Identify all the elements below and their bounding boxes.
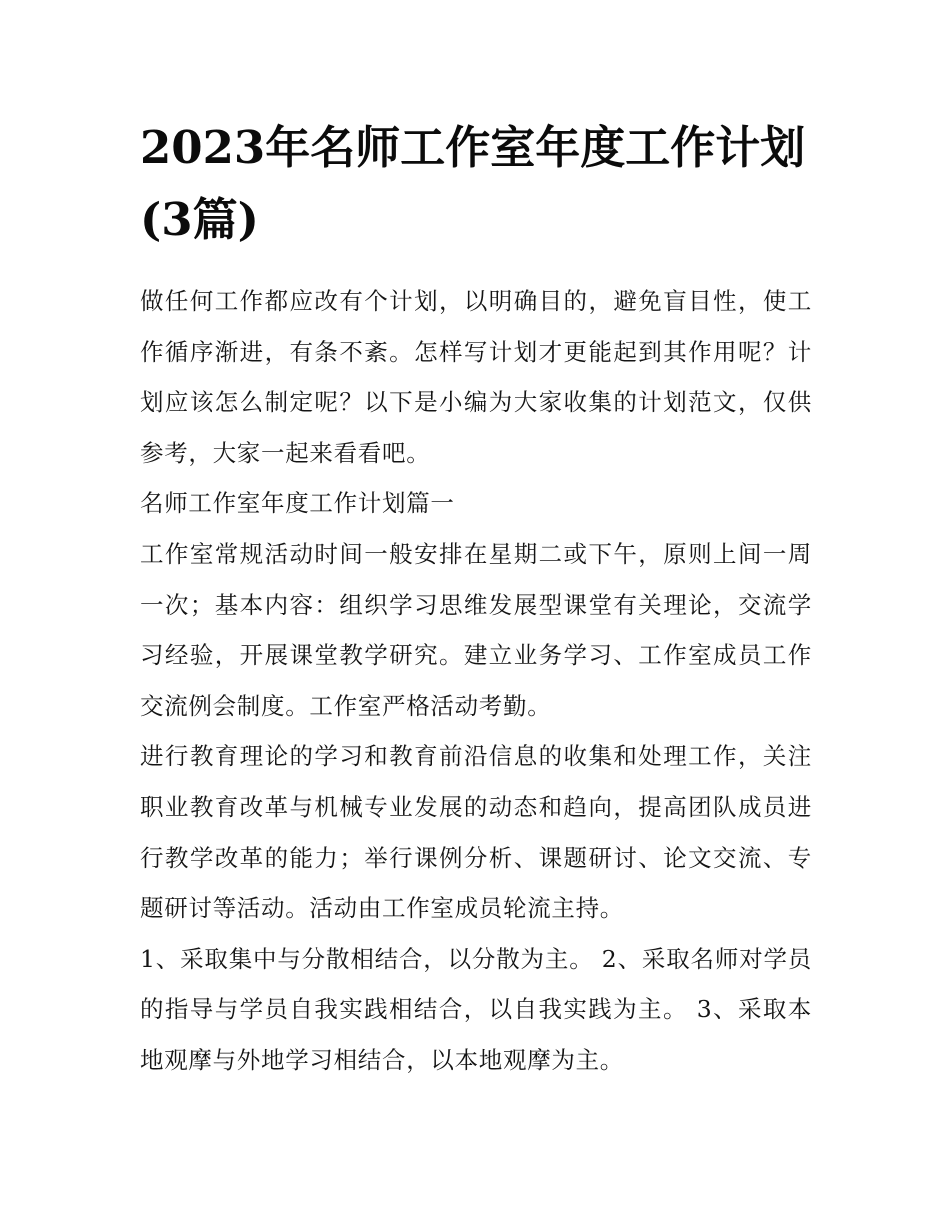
body-paragraph: 1、采取集中与分散相结合，以分散为主。 2、采取名师对学员的指导与学员自我实践相结合，以自我实践为主。 3、采取本地观摩与外地学习相结合，以本地观摩为主。: [140, 944, 813, 1074]
document-title: 2023年名师工作室年度工作计划(3篇): [140, 121, 806, 246]
document-body: [140, 276, 812, 1086]
body-paragraph: 进行教育理论的学习和教育前沿信息的收集和处理工作，关注职业教育改革与机械专业发展的动态和趋向，提高团队成员进行教学改革的能力；举行课例分析、课题研讨、论文交流、专题研讨等活动。活动由工作室成员轮流主持。: [140, 742, 812, 923]
section-heading: 名师工作室年度工作计划篇一: [140, 489, 455, 518]
intro-paragraph: 做任何工作都应改有个计划，以明确目的，避免盲目性，使工作循序渐进，有条不紊。怎样写计划才更能起到其作用呢？计划应该怎么制定呢？以下是小编为大家收集的计划范文，仅供参考，大家一起来看看吧。: [140, 287, 812, 467]
document-content: [140, 112, 812, 1086]
body-paragraph: 工作室常规活动时间一般安排在星期二或下午，原则上间一周一次；基本内容：组织学习思维发展型课堂有关理论，交流学习经验，开展课堂教学研究。建立业务学习、工作室成员工作交流例会制度。工作室严格活动考勤。: [140, 539, 812, 720]
